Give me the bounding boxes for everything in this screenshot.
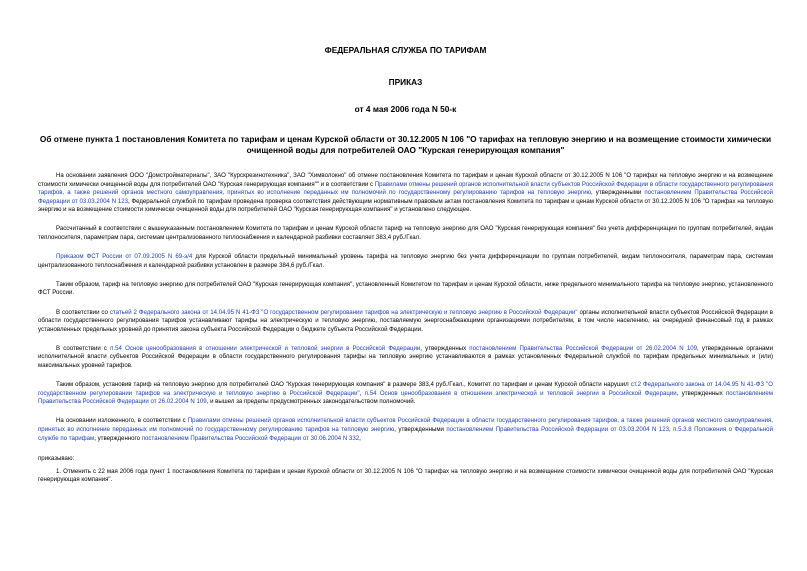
text-segment: , <box>359 434 361 442</box>
text-segment: , утвержденного <box>94 434 142 442</box>
link-federal-law-41fz-art2[interactable]: статьей 2 Федерального закона от 14.04.95 N 41-ФЗ "О государственном регулировании тарифов на электрическую и тепловую энергию в Российской Федерации" <box>109 308 578 316</box>
paragraph-violation <box>38 381 773 407</box>
document-body <box>38 172 773 485</box>
link-government-decree-123[interactable]: постановлением Правительства Российской Федерации от 03.03.2004 N 123 <box>446 425 669 433</box>
paragraph-calculated-tariff <box>38 225 773 242</box>
text-segment: приказываю: <box>38 455 75 463</box>
agency-name: ФЕДЕРАЛЬНАЯ СЛУЖБА ПО ТАРИФАМ <box>324 45 487 55</box>
paragraph-conclusion-below-min <box>38 281 773 298</box>
text-segment: , утвержденных <box>420 344 470 352</box>
text-segment: , и вышел за пределы предусмотренных законодательством полномочий. <box>206 398 416 406</box>
text-segment: Рассчитанный в соответствии с вышеуказанным постановлением Комитета по тарифам и ценам Курской области тариф на тепловую энергию для ОАО "Курская генерирующая компания" без учета дифференциации по группам потребителей, видам теплоносителя, параметрам пара, системам централизованного теплоснабжения и календарной разбивки составляет 383,4 руб./Гкал. <box>38 225 773 242</box>
text-segment: для Курской области предельный минимальный уровень тарифа на тепловую энергию без учета дифференциации по группам потребителей, видам теплоносителя, параметрам пара, системам централизованного теплоснабжения и календарной разбивки установлен в размере 384,6 руб./Гкал. <box>38 253 773 269</box>
link-cancellation-rules[interactable]: Правилами отмены решений органов исполнительной власти субъектов Российской Федерации в области государственного регулирования тарифов, а также решений органов местного самоуправления, принятых во исполнение переданных им полномочий по государственному регулированию тарифов на тепловую энергию <box>38 417 774 433</box>
text-segment: Таким образом, тариф на тепловую энергию для потребителей ОАО "Курская генерирующая компания", установленный Комитетом по тарифам и ценам Курской области, ниже предельного минимального тарифа на тепловую энергию, установленного ФСТ России. <box>38 280 773 297</box>
document-date-number: от 4 мая 2006 года N 50-к <box>354 104 457 114</box>
text-segment: Таким образом, установив тариф на тепловую энергию для потребителей ОАО "Курская генерирующая компания" в размере 383,4 руб./Гкал., Комитет по тарифам и ценам Курской области нарушил <box>56 381 631 389</box>
link-government-decree-123[interactable]: постановлением Правительства Российской Федерации от 03.03.2004 N 123 <box>38 189 773 205</box>
text-segment: , утвержденные органами исполнительной власти субъектов Российской Федерации в области государственного регулирования тарифы на тепловую энергию устанавливаются в рамках установленных Федеральной службой по тарифам предельных минимальных и (или) максимальных уровней тарифов. <box>38 344 773 369</box>
paragraph-order-word <box>38 455 773 464</box>
paragraph-fst-order <box>38 253 773 270</box>
paragraph-pricing-basics <box>38 345 773 371</box>
document-title: Об отмене пункта 1 постановления Комитета по тарифам и ценам Курской области от 30.12.2005 N 106 "О тарифах на тепловую энергию и на возмещение стоимости химически очищенной воды для потребителей ОАО "Курская генерирующая компания" <box>39 134 772 155</box>
text-segment: , Федеральной службой по тарифам проведена проверка соответствия действующим нормативным правовым актам постановления Комитета по тарифам и ценам Курской области от 30.12.2005 N 106 "О тарифах на тепловую энергию и на возмещение стоимости химически очищенной воды для потребителей ОАО "Курская генерирующая компания" и установлено следующее. <box>38 197 773 214</box>
text-segment: На основании заявления ООО "Домстройматериалы", ЗАО "Курскрезинотехника", ЗАО "Химволокно" об отмене постановления Комитета по тарифам и ценам Курской области от 30.12.2005 N 106 "О тарифах на тепловую энергию и на возмещение стоимости химически очищенной воды для потребителей ОАО "Курская генерирующая компания"" и в соответствии с <box>38 172 773 188</box>
paragraph-federal-law-art2 <box>38 309 773 335</box>
text-segment: органы исполнительной власти субъектов Российской Федерации в области государственного регулирования тарифов устанавливают тарифы на электрическую и тепловую энергию, поставляемую энергоснабжающими организациями потребителям, в том числе населению, на очередной финансовый год в рамках установленных предельных уровней до принятия закона субъекта Российской Федерации о бюджете субъекта Российской Федерации. <box>38 308 773 333</box>
text-segment: , <box>359 389 365 397</box>
link-fst-regulation-p538[interactable]: п.5.3.8 Положения о Федеральной службе по тарифам <box>38 425 773 442</box>
text-segment: , утвержденными <box>591 189 645 197</box>
text-segment: , <box>668 425 674 433</box>
text-segment: В соответствии с <box>56 344 111 352</box>
link-cancellation-rules[interactable]: Правилами отмены решений органов исполнительной власти субъектов Российской Федерации в области государственного регулирования тарифов, а также решений органов местного самоуправления, принятых во исполнение переданных им полномочий по государственному регулированию тарифов на тепловую энергию <box>38 180 773 197</box>
paragraph-order-item-1 <box>38 468 773 485</box>
paragraph-grounds <box>38 417 773 443</box>
text-segment: В соответствии со <box>56 308 110 316</box>
link-government-decree-332[interactable]: постановлением Правительства Российской Федерации от 30.06.2004 N 332 <box>141 434 360 442</box>
link-fst-order-69[interactable]: Приказом ФСТ России от 07.09.2005 N 69-э/4 <box>56 253 193 261</box>
text-segment: , утвержденных <box>676 389 726 397</box>
text-segment: 1. Отменить с 22 мая 2006 года пункт 1 постановления Комитета по тарифам и ценам Курской области от 30.12.2005 N 106 "О тарифах на тепловую энергию и на возмещение стоимости химически очищенной воды для потребителей ОАО "Курская генерирующая компания". <box>38 467 773 484</box>
text-segment: На основании изложенного, в соответствии с <box>56 417 188 425</box>
paragraph-basis <box>38 172 773 215</box>
link-pricing-basics-p54[interactable]: п.54 Основ ценообразования в отношении электрической и тепловой энергии в Российской Федерации <box>110 344 421 352</box>
link-government-decree-109[interactable]: постановлением Правительства Российской Федерации от 26.02.2004 N 109 <box>38 389 773 406</box>
text-segment: , утвержденными <box>394 425 447 433</box>
link-government-decree-109[interactable]: постановлением Правительства Российской Федерации от 26.02.2004 N 109 <box>469 344 698 352</box>
link-pricing-basics-p54[interactable]: п.54 Основ ценообразования в отношении электрической и тепловой энергии в Российской Федерации <box>364 389 677 397</box>
document-type: ПРИКАЗ <box>388 77 423 87</box>
link-federal-law-41fz-art2[interactable]: ст.2 Федерального закона от 14.04.95 N 41-ФЗ "О государственном регулировании тарифов на электрическую и тепловую энергию в Российской Федерации" <box>38 381 774 397</box>
